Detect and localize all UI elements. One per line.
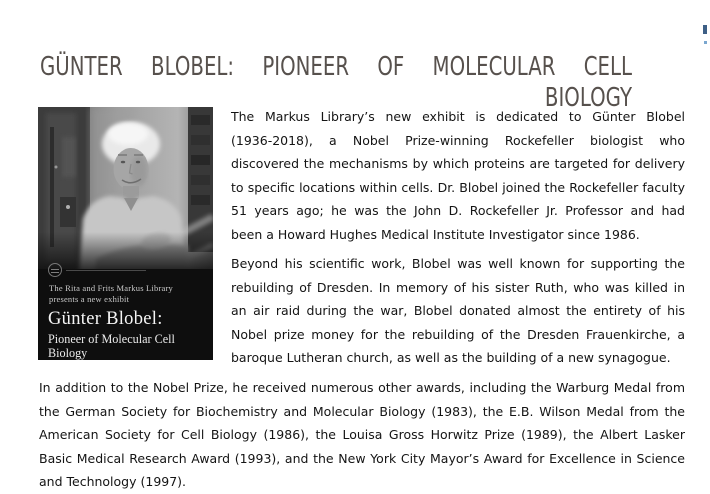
screen-artifact-dot: [704, 41, 707, 44]
text-line: rebuilding of Dresden. In memory of his sister Ruth, who was killed in: [231, 279, 685, 295]
poster-library-line2: presents a new exhibit: [49, 294, 130, 304]
paragraph-awards: [39, 376, 685, 494]
poster-exhibit-name: Günter Blobel:: [48, 309, 163, 329]
paragraph-dresden: [231, 252, 685, 370]
exhibit-poster-image: [38, 107, 213, 360]
screen-artifact-bar: [703, 25, 707, 34]
paragraph-intro: [231, 105, 685, 246]
text-line: In addition to the Nobel Prize, he received numerous other awards, including the Warburg Medal from: [39, 380, 685, 395]
text-line: Beyond his scientific work, Blobel was well known for supporting the: [231, 256, 685, 271]
text-line: 51 years ago; he was the John D. Rockefeller Jr. Professor and had: [231, 203, 685, 218]
text-line: The Markus Library’s new exhibit is dedicated to Günter Blobel: [231, 109, 685, 124]
poster-exhibit-subtitle: Pioneer of Molecular Cell Biology: [48, 332, 175, 360]
text-line: Basic Medical Research Award (1993), and the New York City Mayor’s Award for Excellence in Science: [39, 450, 685, 466]
text-line: (1936-2018), a Nobel Prize-winning Rockefeller biologist who: [231, 132, 685, 148]
text-line: discovered the mechanisms by which proteins are targeted for delivery: [231, 156, 685, 171]
poster-divider-line: [66, 270, 146, 271]
article-text-column: [231, 105, 685, 376]
text-line: been a Howard Hughes Medical Institute Investigator since 1986.: [231, 226, 640, 242]
text-line: baroque Lutheran church, as well as the building of a new synagogue.: [231, 350, 671, 365]
poster-library-line1: The Rita and Frits Markus Library: [49, 283, 173, 293]
text-line: BIOLOGY: [544, 83, 633, 114]
text-line: the German Society for Biochemistry and Molecular Biology (1983), the E.B. Wilson Medal from the: [39, 403, 685, 419]
library-seal-icon: [48, 263, 62, 277]
text-line: GÜNTER BLOBEL: PIONEER OF MOLECULAR CELL: [40, 52, 633, 83]
text-line: to specific locations within cells. Dr. Blobel joined the Rockefeller faculty: [231, 179, 685, 195]
text-line: Nobel prize money for the rebuilding of the Dresden Frauenkirche, a: [231, 326, 685, 342]
text-line: American Society for Cell Biology (1986), the Louisa Gross Horwitz Prize (1989), the Albert Lasker: [39, 427, 685, 442]
text-line: an air raid during the war, Blobel donated almost the entirety of his: [231, 303, 685, 318]
text-line: and Technology (1997).: [39, 474, 187, 489]
